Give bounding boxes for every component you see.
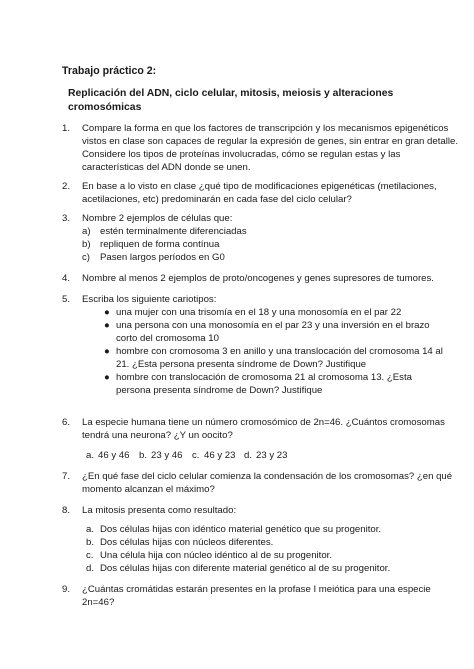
question-5-bullet-3-line-1: hombre con cromosoma 3 en anillo y una translocación del cromosoma 14 al — [116, 346, 443, 357]
question-5-bullet-3-line-2: 21. ¿Esta persona presenta síndrome de Down? Justifique — [116, 359, 367, 370]
question-7-line-1: ¿En qué fase del ciclo celular comienza la condensación de los cromosomas? ¿en qué — [82, 471, 453, 482]
question-6-option-b: 23 y 46 — [151, 450, 183, 461]
question-1-line-3: Considere los tipos de proteínas involucradas, cómo se regulan estas y las — [82, 149, 401, 160]
question-5-text: Escriba los siguiente cariotipos: — [82, 294, 217, 305]
question-3-item-c: Pasen largos períodos en G0 — [100, 252, 225, 263]
question-8-option-b: Dos células hijas con núcleos diferentes. — [100, 537, 274, 548]
question-6-option-c-marker: c. — [192, 450, 200, 461]
question-8-option-d: Dos células hijas con diferente material genético al de su progenitor. — [100, 563, 391, 574]
question-3-number: 3. — [62, 213, 71, 224]
question-3-item-a-marker: a) — [82, 226, 91, 237]
question-6-option-a: 46 y 46 — [98, 450, 130, 461]
question-8-option-d-marker: d. — [86, 563, 95, 574]
question-7-number: 7. — [62, 471, 71, 482]
question-8-option-b-marker: b. — [86, 537, 95, 548]
question-9-number: 9. — [62, 584, 71, 595]
question-3-item-b: repliquen de forma contínua — [100, 239, 220, 250]
question-6-number: 6. — [62, 417, 71, 428]
question-8-option-c: Una célula hija con núcleo idéntico al de su progenitor. — [100, 550, 333, 561]
question-4-text: Nombre al menos 2 ejemplos de proto/oncogenes y genes supresores de tumores. — [82, 273, 434, 284]
question-9-line-1: ¿Cuántas cromátidas estarán presentes en la profase I meiótica para una especie — [82, 584, 431, 595]
question-3-text: Nombre 2 ejemplos de células que: — [82, 213, 233, 224]
question-1-number: 1. — [62, 123, 71, 134]
bullet-icon: ● — [104, 346, 110, 357]
bullet-icon: ● — [104, 372, 110, 383]
question-6-line-1: La especie humana tiene un número cromosómico de 2n=46. ¿Cuántos cromosomas — [82, 417, 445, 428]
question-7-line-2: momento alcanzan el máximo? — [82, 484, 215, 495]
question-1-line-4: características del ADN donde se unen. — [82, 162, 251, 173]
document-title: Trabajo práctico 2: — [62, 65, 157, 77]
question-4-number: 4. — [62, 273, 71, 284]
question-6-option-d: 23 y 23 — [256, 450, 288, 461]
question-2-line-1: En base a lo visto en clase ¿qué tipo de modificaciones epigenéticas (metilaciones, — [82, 181, 437, 192]
document-subtitle-line-2: cromosómicas — [68, 102, 142, 113]
question-8-option-a-marker: a. — [86, 524, 95, 535]
question-8-option-a: Dos células hijas con idéntico material genético que su progenitor. — [100, 524, 382, 535]
question-2-number: 2. — [62, 181, 71, 192]
question-5-bullet-4-line-2: persona presenta síndrome de Down? Justifique — [116, 385, 323, 396]
question-8-text: La mitosis presenta como resultado: — [82, 505, 237, 516]
question-5-bullet-2-line-2: corto del cromosoma 10 — [116, 333, 219, 344]
question-3-item-b-marker: b) — [82, 239, 91, 250]
question-5-bullet-2-line-1: una persona con una monosomía en el par 23 y una inversión en el brazo — [116, 320, 430, 331]
question-3-item-a: estén terminalmente diferenciadas — [100, 226, 247, 237]
question-6-option-c: 46 y 23 — [204, 450, 236, 461]
question-8-number: 8. — [62, 505, 71, 516]
question-9-line-2: 2n=46? — [82, 597, 115, 608]
question-6-line-2: tendrá una neurona? ¿Y un oocito? — [82, 430, 233, 441]
question-2-line-2: acetilaciones, etc) predominarán en cada fase del ciclo celular? — [82, 194, 352, 205]
question-8-option-c-marker: c. — [86, 550, 94, 561]
question-6-option-d-marker: d. — [244, 450, 253, 461]
document-subtitle-line-1: Replicación del ADN, ciclo celular, mitosis, meiosis y alteraciones — [68, 88, 394, 99]
question-5-bullet-4-line-1: hombre con translocación de cromosoma 21 al cromosoma 13. ¿Esta — [116, 372, 412, 383]
bullet-icon: ● — [104, 320, 110, 331]
question-3-item-c-marker: c) — [82, 252, 90, 263]
question-5-bullet-1: una mujer con una trisomía en el 18 y una monosomía en el par 22 — [116, 307, 402, 318]
question-6-option-a-marker: a. — [86, 450, 95, 461]
question-5-number: 5. — [62, 294, 71, 305]
question-1-line-1: Compare la forma en que los factores de transcripción y los mecanismos epigenéticos — [82, 123, 449, 134]
bullet-icon: ● — [104, 307, 110, 318]
question-6-option-b-marker: b. — [139, 450, 148, 461]
question-1-line-2: vistos en clase son capaces de regular la expresión de genes, sin entrar en gran detalle. — [82, 136, 458, 147]
